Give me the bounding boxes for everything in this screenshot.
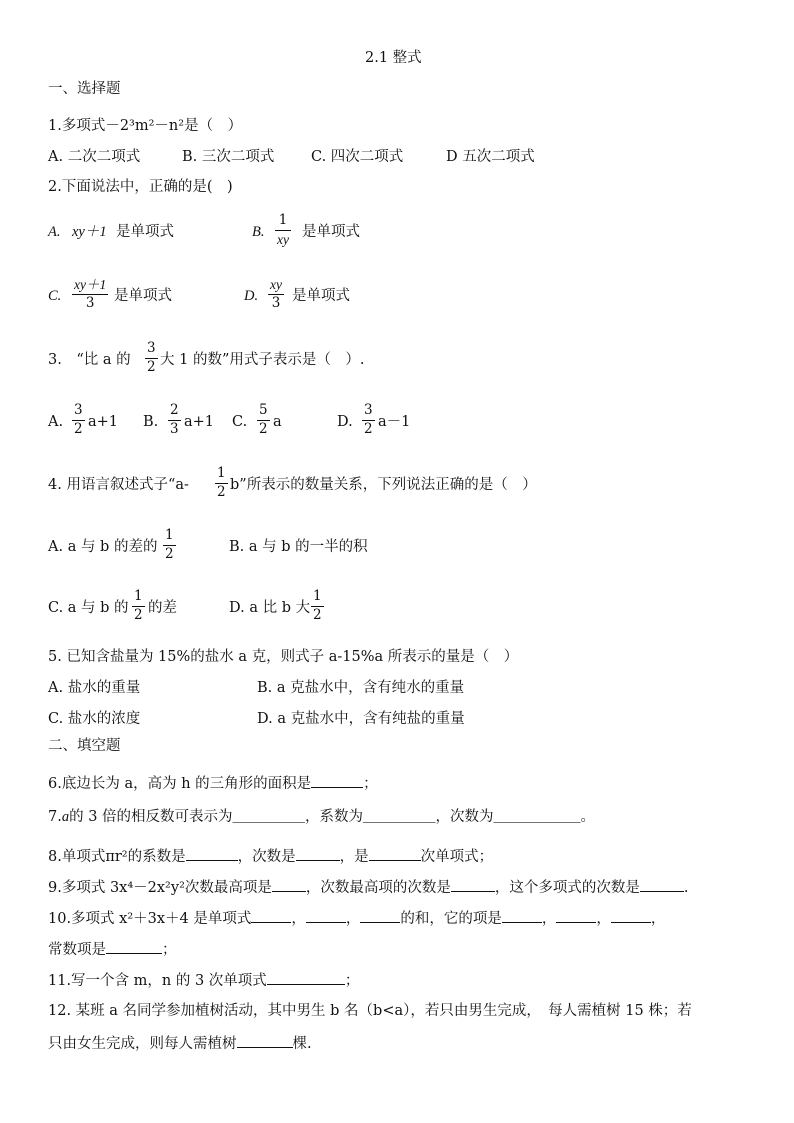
question-12-line-2 — [48, 1035, 312, 1052]
section-heading-fill: 二、填空题 — [48, 738, 121, 754]
question-5-option-d: D. a 克盐水中，含有纯盐的重量 — [257, 711, 465, 727]
question-1-option-c: C. 四次二项式 — [311, 149, 404, 165]
fraction-denominator: 2 — [313, 606, 322, 623]
question-8 — [48, 848, 493, 865]
answer-blank[interactable] — [640, 879, 684, 892]
question-7-text-2: ，系数为 — [305, 809, 364, 825]
fraction-denominator: 2 — [147, 358, 156, 375]
question-3-option-c-text: a — [273, 414, 282, 430]
fraction-numerator: 5 — [259, 402, 268, 418]
fraction-bar — [275, 230, 291, 231]
question-9-end: . — [683, 880, 689, 896]
answer-blank[interactable] — [237, 1035, 293, 1048]
question-7-text-3: ，次数为 — [435, 809, 494, 825]
question-5-stem: 5. 已知含盐量为 15%的盐水 a 克，则式子 a-15%a 所表示的量是（ ） — [48, 649, 519, 665]
fraction-numerator: 1 — [217, 465, 226, 481]
question-3-option-c-fraction — [257, 404, 270, 436]
question-4-option-b-text: B. a 与 b 的一半的积 — [229, 539, 368, 555]
answer-blank[interactable] — [186, 848, 238, 861]
question-1-option-b: B. 三次二项式 — [182, 149, 275, 165]
answer-blank[interactable] — [272, 879, 306, 892]
comma: ， — [345, 911, 361, 927]
section-heading-choice: 一、选择题 — [48, 81, 121, 97]
answer-blank[interactable]: ＿＿＿＿＿ — [363, 809, 436, 825]
question-8-text-4: ，是 — [339, 849, 369, 865]
fraction-denominator: 2 — [364, 420, 373, 437]
question-10-line-2 — [48, 941, 177, 958]
question-2-option-c-fraction — [72, 278, 108, 310]
question-3-option-d-fraction — [362, 404, 375, 436]
question-3-option-a-fraction — [72, 404, 85, 436]
fraction-numerator: 3 — [364, 402, 373, 418]
question-12-line-1: 12. 某班 a 名同学参加植树活动，其中男生 b 名（b<a），若只由男生完成， 每人需植树 15 株；若 — [48, 1003, 692, 1019]
question-4-stem-pre: 4. 用语言叙述式子“a- — [48, 477, 189, 493]
fraction-numerator: xy — [270, 277, 282, 292]
question-10-line-1 — [48, 910, 665, 927]
question-10-text-2: 的和，它的项是 — [400, 911, 502, 927]
fraction-numerator: 3 — [147, 340, 156, 356]
answer-blank[interactable] — [502, 910, 542, 923]
question-2-option-a-text: 是单项式 — [116, 224, 174, 240]
answer-blank[interactable] — [611, 910, 651, 923]
fraction-denominator: 3 — [170, 420, 179, 437]
question-3-stem-post: 大 1 的数”用式子表示是（ ）. — [160, 352, 365, 368]
question-8-text-3: ，次数是 — [237, 849, 296, 865]
fraction-denominator: 2 — [134, 606, 143, 623]
comma: ， — [541, 911, 557, 927]
question-9-text-2: ，次数最高项的次数是 — [305, 880, 451, 896]
comma: ， — [596, 911, 611, 927]
question-7 — [48, 810, 595, 825]
question-1-option-a: A. 二次二项式 — [48, 149, 141, 165]
fraction-denominator: 3 — [85, 294, 95, 311]
question-4-option-a-text: A. a 与 b 的差的 — [48, 539, 158, 555]
question-4-option-d-text: D. a 比 b 大 — [229, 600, 311, 616]
answer-blank[interactable] — [106, 941, 162, 954]
question-4-stem-fraction — [215, 467, 228, 499]
question-4-option-c-pre: C. a 与 b 的 — [48, 600, 129, 616]
answer-blank[interactable] — [556, 910, 596, 923]
question-2-option-d-fraction — [268, 278, 284, 310]
answer-blank[interactable] — [267, 972, 345, 985]
fraction-denominator: 2 — [259, 420, 268, 437]
question-2-option-d-text: 是单项式 — [292, 288, 350, 304]
fraction-denominator: xy — [277, 231, 289, 247]
question-4-option-c-fraction — [132, 590, 145, 622]
question-6-end: ； — [363, 776, 378, 792]
fraction-numerator: 1 — [165, 527, 174, 543]
fraction-numerator: 2 — [170, 402, 179, 418]
answer-blank[interactable] — [451, 879, 495, 892]
question-2-option-d-letter: D. — [244, 288, 259, 304]
question-8-text-2: r²的系数是 — [114, 849, 186, 865]
fraction-denominator: 2 — [217, 483, 226, 500]
question-3-option-c-letter: C. — [232, 414, 248, 430]
question-3-option-d-text: a－1 — [378, 414, 411, 430]
question-3-option-a-letter: A. — [48, 414, 64, 430]
question-11-end: ； — [344, 973, 360, 989]
question-2-option-b-fraction — [275, 214, 291, 246]
answer-blank[interactable] — [296, 848, 340, 861]
answer-blank[interactable] — [306, 910, 346, 923]
question-6-text: 6.底边长为 a，高为 h 的三角形的面积是 — [48, 776, 312, 792]
question-2-option-b-text: 是单项式 — [302, 224, 360, 240]
question-5-option-c: C. 盐水的浓度 — [48, 711, 141, 727]
fraction-denominator: 3 — [271, 294, 281, 311]
fraction-numerator: 1 — [278, 212, 288, 228]
fraction-denominator: 2 — [74, 420, 83, 437]
question-3-option-b-letter: B. — [143, 414, 159, 430]
question-4-option-c-post: 的差 — [148, 600, 177, 616]
pi-symbol: π — [105, 849, 115, 865]
question-2-option-b-letter: B. — [252, 224, 265, 240]
question-3-option-b-fraction — [168, 404, 181, 436]
question-10-end: ； — [162, 942, 177, 958]
fraction-denominator: 2 — [165, 545, 174, 562]
answer-blank[interactable]: ＿＿＿＿＿ — [232, 809, 306, 825]
question-3-stem-fraction — [145, 342, 158, 374]
question-3-option-d-letter: D. — [337, 414, 353, 430]
fraction-numerator: xy＋1 — [74, 277, 107, 292]
answer-blank[interactable] — [369, 848, 421, 861]
question-4-option-d-fraction — [311, 590, 324, 622]
fraction-numerator: 1 — [313, 588, 322, 604]
question-2-option-a-letter: A. — [48, 224, 61, 240]
question-10-text-1: 10.多项式 x²＋3x＋4 是单项式 — [48, 911, 252, 927]
answer-blank[interactable] — [311, 775, 363, 788]
comma: ， — [291, 911, 306, 927]
question-9-text-1: 9.多项式 3x⁴－2x²y²次数最高项是 — [48, 880, 272, 896]
question-3-option-b-text: a+1 — [184, 414, 215, 430]
question-8-text-5: 次单项式； — [420, 849, 494, 865]
question-6 — [48, 775, 378, 792]
fraction-numerator: 1 — [134, 588, 143, 604]
question-5-option-b: B. a 克盐水中，含有纯水的重量 — [257, 680, 465, 696]
question-2-option-c-text: 是单项式 — [114, 288, 172, 304]
question-2-option-a-expression: xy＋1 — [72, 224, 107, 240]
question-10-constant-label: 常数项是 — [48, 942, 106, 958]
question-3-stem-pre: 3. “比 a 的 — [48, 352, 131, 368]
question-2-option-c-letter: C. — [48, 288, 62, 304]
question-11-text: 11.写一个含 m，n 的 3 次单项式 — [48, 973, 267, 989]
question-4-stem-post: b”所表示的数量关系，下列说法正确的是（ ） — [230, 477, 537, 493]
question-4-option-a-fraction — [163, 529, 176, 561]
comma: ， — [650, 911, 666, 927]
question-8-text-1: 8.单项式 — [48, 849, 106, 865]
fraction-numerator: 3 — [74, 402, 83, 418]
question-5-option-a: A. 盐水的重量 — [48, 680, 141, 696]
question-9 — [48, 879, 689, 896]
question-3-option-a-text: a+1 — [88, 414, 119, 430]
question-7-end: 。 — [580, 809, 596, 825]
answer-blank[interactable] — [251, 910, 291, 923]
page-title: 2.1 整式 — [365, 50, 422, 66]
question-1-option-d: D 五次二项式 — [446, 149, 535, 165]
question-1-stem: 1.多项式－2³m²－n²是（ ） — [48, 118, 243, 134]
question-11 — [48, 972, 359, 989]
question-12-text: 只由女生完成，则每人需植树 — [48, 1036, 237, 1052]
question-7-number: 7. — [48, 809, 62, 825]
question-12-end: 棵. — [292, 1036, 312, 1052]
question-7-variable: a — [61, 809, 70, 825]
question-2-stem: 2.下面说法中，正确的是( ) — [48, 179, 233, 195]
question-9-text-3: ，这个多项式的次数是 — [494, 880, 640, 896]
answer-blank[interactable] — [360, 910, 400, 923]
answer-blank[interactable]: ＿＿＿＿＿＿ — [493, 809, 581, 825]
question-7-text-1: 的 3 倍的相反数可表示为 — [69, 809, 233, 825]
